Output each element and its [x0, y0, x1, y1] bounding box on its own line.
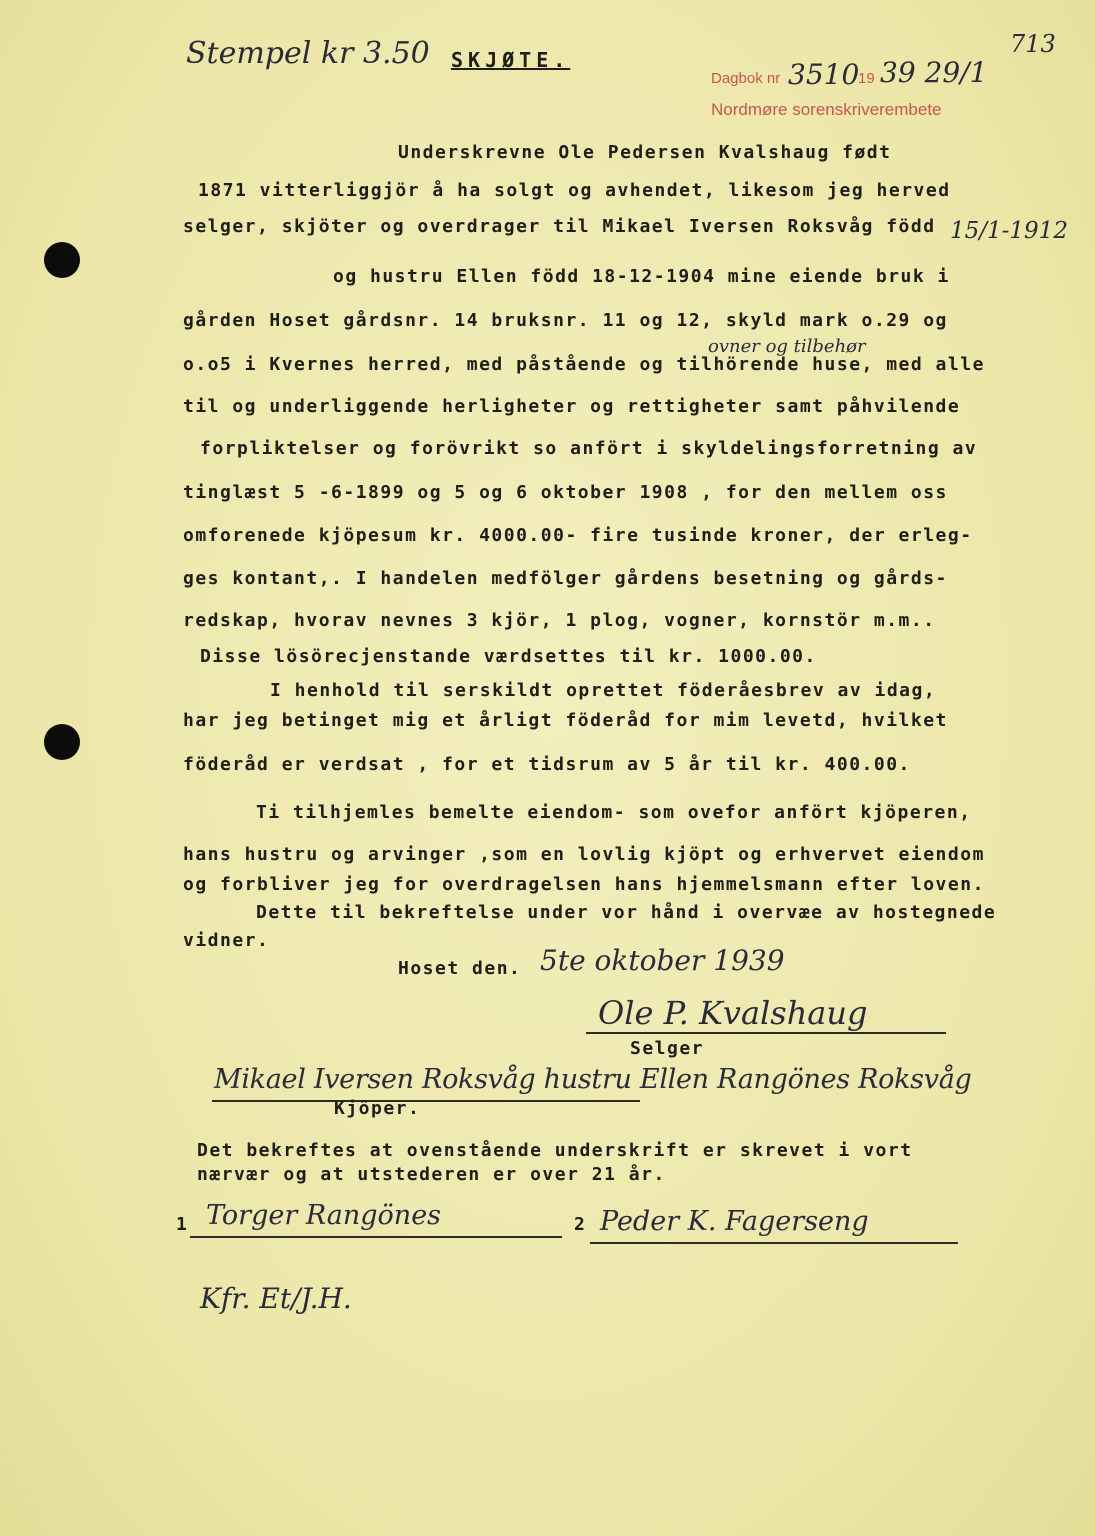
- witness-1-line: [190, 1236, 562, 1238]
- witness-2-line: [590, 1242, 958, 1244]
- register-number: 3510: [788, 58, 860, 91]
- body-line: redskap, hvorav nevnes 3 kjör, 1 plog, vogner, kornstör m.m..: [183, 610, 936, 631]
- body-line: Ti tilhjemles bemelte eiendom- som ovefor anfört kjöperen,: [256, 802, 972, 823]
- witness-1-number: 1: [176, 1214, 189, 1235]
- place-date-label: Hoset den.: [398, 958, 522, 979]
- body-line: föderåd er verdsat , for et tidsrum av 5 år til kr. 400.00.: [183, 754, 911, 775]
- seller-signature-line: [586, 1032, 946, 1034]
- register-stamp-label: Dagbok nr: [711, 70, 781, 87]
- witness-statement-line: nærvær og at utstederen er over 21 år.: [197, 1164, 666, 1185]
- buyer-signature: Mikael Iversen Roksvåg hustru Ellen Rangönes Roksvåg: [214, 1064, 972, 1095]
- body-line: ges kontant,. I handelen medfölger gårdens besetning og gårds-: [183, 568, 948, 589]
- body-line: har jeg betinget mig et årligt föderåd for mim levetd, hvilket: [183, 710, 948, 731]
- body-line: tinglæst 5 -6-1899 og 5 og 6 oktober 1908 , for den mellem oss: [183, 482, 948, 503]
- register-year-label: 19: [858, 70, 875, 87]
- insertion-handwriting: ovner og tilbehør: [708, 336, 866, 357]
- body-line: selger, skjöter og overdrager til Mikael Iversen Roksvåg född: [183, 216, 936, 237]
- body-line: forpliktelser og forövrikt so anfört i skyldelingsforretning av: [200, 438, 978, 459]
- buyer-label: Kjöper.: [334, 1098, 421, 1119]
- stamp-duty-handwriting: Stempel kr 3.50: [186, 36, 430, 71]
- body-line: gården Hoset gårdsnr. 14 bruksnr. 11 og 12, skyld mark o.29 og: [183, 310, 948, 331]
- punch-hole-bottom: [44, 724, 80, 760]
- seller-signature: Ole P. Kvalshaug: [598, 994, 868, 1032]
- seller-label: Selger: [630, 1038, 705, 1059]
- date-handwriting: 5te oktober 1939: [540, 944, 785, 977]
- body-line: vidner.: [183, 930, 270, 951]
- body-line: I henhold til serskildt oprettet föderåesbrev av idag,: [270, 680, 937, 701]
- office-stamp: Nordmøre sorenskriverembete: [711, 100, 942, 119]
- witness-statement-line: Det bekreftes at ovenstående underskrift er skrevet i vort: [197, 1140, 913, 1161]
- page-number: 713: [1010, 30, 1056, 58]
- witness-1-signature: Torger Rangönes: [206, 1200, 442, 1231]
- body-line: og hustru Ellen född 18-12-1904 mine eiende bruk i: [333, 266, 950, 287]
- buyer-birth-date: 15/1-1912: [950, 218, 1068, 244]
- document-title: SKJØTE.: [451, 48, 571, 72]
- witness-2-number: 2: [574, 1214, 587, 1235]
- body-line: hans hustru og arvinger ,som en lovlig kjöpt og erhvervet eiendom: [183, 844, 985, 865]
- body-line: Underskrevne Ole Pedersen Kvalshaug født: [398, 142, 892, 163]
- body-line: 1871 vitterliggjör å ha solgt og avhendet, likesom jeg herved: [198, 180, 951, 201]
- body-line: og forbliver jeg for overdragelsen hans hjemmelsmann efter loven.: [183, 874, 985, 895]
- reference-note: Kfr. Et/J.H.: [200, 1282, 352, 1315]
- punch-hole-top: [44, 242, 80, 278]
- body-line: til og underliggende herligheter og rettigheter samt påhvilende: [183, 396, 961, 417]
- body-line: Disse lösörecjenstande værdsettes til kr. 1000.00.: [200, 646, 817, 667]
- register-year: 39 29/1: [880, 56, 988, 89]
- witness-2-signature: Peder K. Fagerseng: [600, 1206, 869, 1237]
- buyer-signature-line: [212, 1100, 640, 1102]
- body-line: omforenede kjöpesum kr. 4000.00- fire tusinde kroner, der erleg-: [183, 525, 973, 546]
- body-line: o.o5 i Kvernes herred, med påstående og tilhörende huse, med alle: [183, 354, 985, 375]
- body-line: Dette til bekreftelse under vor hånd i overvæe av hostegnede: [256, 902, 997, 923]
